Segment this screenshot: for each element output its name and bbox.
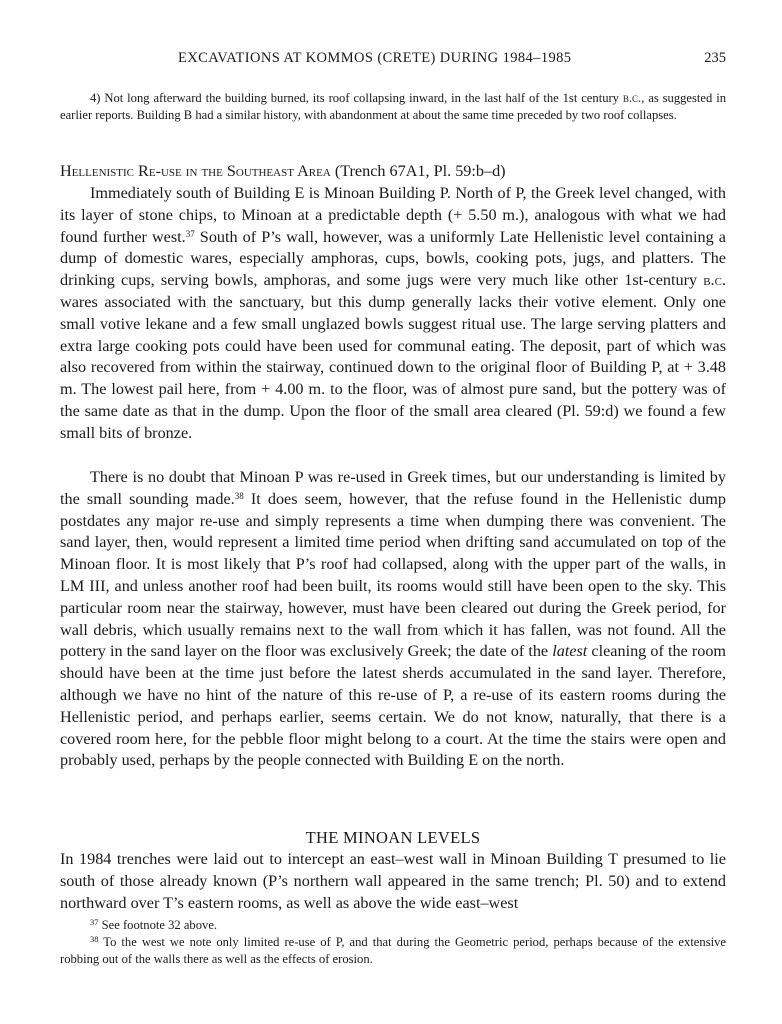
section-heading: [60, 160, 726, 182]
section-heading-title: Hellenistic Re-use in the Southeast Area: [60, 162, 331, 180]
running-title: EXCAVATIONS AT KOMMOS (CRETE) DURING 1984–1985: [178, 50, 572, 66]
point-4-paragraph: 4) Not long afterward the building burned, its roof collapsing inward, in the last half of the 1st century b.c., as suggested in earlier reports. Building B had a similar history, with abandonment at about the same time preceded by two roof collapses.: [60, 91, 726, 122]
paragraph-1: Immediately south of Building E is Minoan Building P. North of P, the Greek level changed, with its layer of stone chips, to Minoan at a predictable depth (+ 5.50 m.), analogous with what we had found further west.$^{37}$ South of P’s wall, however, was a uniformly Late Hellenistic level containing a dump of domestic wares, especially amphoras, cups, bowls, cooking pots, jugs, and platters. The drinking cups, serving bowls, amphoras, and some jugs were very much like other 1st-century b.c. wares associated with the sanctuary, but this dump generally lacks their votive element. Only one small votive lekane and a few small unglazed bowls suggest ritual use. The large serving platters and extra large cooking pots could have been used for communal eating. The deposit, part of which was also recovered from within the stairway, continued down to the original floor of Building P, at + 3.48 m. The lowest pail here, from + 4.00 m. to the floor, was of almost pure sand, but the pottery was of the same date as that in the dump. Upon the floor of the small area cleared (Pl. 59:d) we found a few small bits of bronze.: [60, 184, 726, 442]
running-header: [60, 50, 726, 70]
paragraph-2: There is no doubt that Minoan P was re-used in Greek times, but our understanding is limited by the small sounding made.$^{38}$ It does seem, however, that the refuse found in the Hellenistic dump postdates any major re-use and simply represents a time when dumping there was convenient. The sand layer, then, would represent a limited time period when drifting sand accumulated on top of the Minoan floor. It is most likely that P’s roof had collapsed, along with the upper part of the walls, in LM III, and unless another roof had been built, its rooms would still have been open to the sky. This particular room near the stairway, however, must have been cleared out during the Greek period, for wall debris, which usually remains next to the wall from which it has fallen, was not found. All the pottery in the sand layer on the floor was exclusively Greek; the date of the latest cleaning of the room should have been at the time just before the latest sherds accumulated in the sand layer. Therefore, although we have no hint of the nature of this re-use of P, a re-use of its eastern rooms during the Hellenistic period, and perhaps earlier, seems certain. We do not know, naturally, that there is a covered room here, for the pebble floor might belong to a court. At the time the stairs were open and probably used, perhaps by the people connected with Building E on the north.: [60, 468, 727, 770]
minoan-levels-heading: THE MINOAN LEVELS: [305, 828, 481, 847]
footnote-38: $^{38}$ To the west we note only limited re-use of P, and that during the Geometric period, perhaps because of the extensive robbing out of the walls there as well as the effects of erosion.: [60, 934, 726, 966]
footnote-ref-37: 37: [185, 228, 195, 239]
footnote-ref-38: 38: [234, 490, 244, 501]
paragraph-3: In 1984 trenches were laid out to intercept an east–west wall in Minoan Building T presumed to lie south of those already known (P’s northern wall appeared in the same trench; Pl. 50) and to extend northward over T’s eastern rooms, as well as above the wide east–west: [60, 850, 726, 912]
footnote-37: $^{37}$ See footnote 32 above.: [90, 917, 218, 932]
page-number: 235: [704, 50, 726, 66]
footnotes: [60, 917, 726, 968]
section-heading-ref: (Trench 67A1, Pl. 59:b–d): [330, 162, 506, 180]
